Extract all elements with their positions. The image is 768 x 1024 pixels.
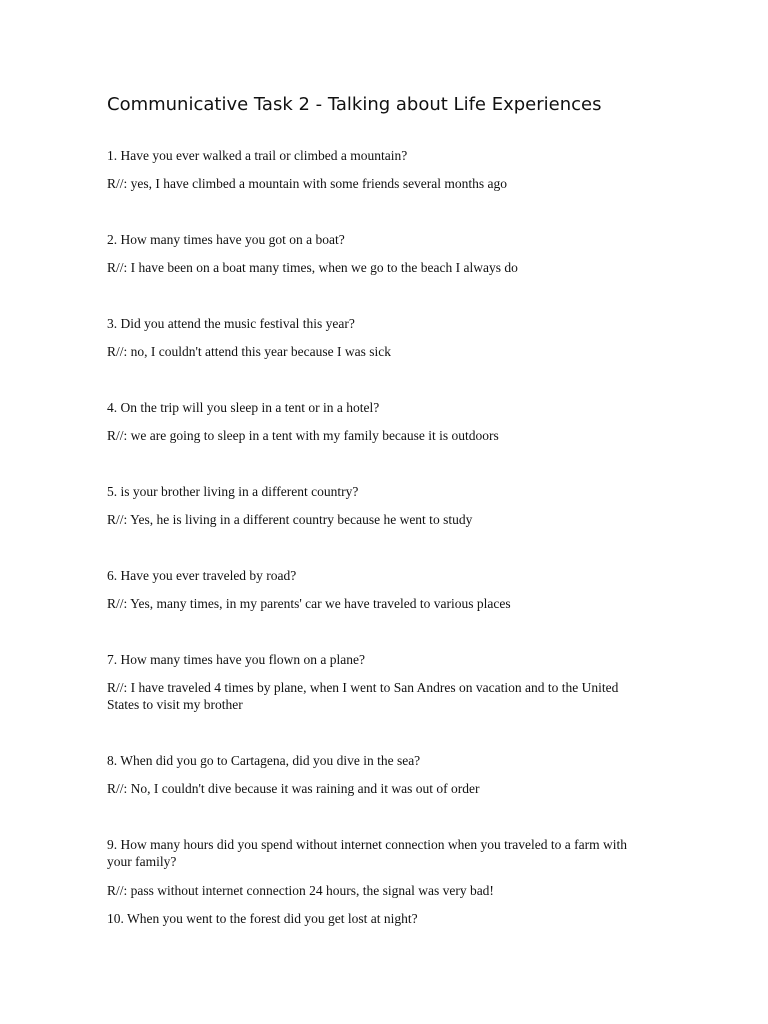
question-10: 10. When you went to the forest did you get lost at night? xyxy=(107,911,418,926)
question-4: 4. On the trip will you sleep in a tent or in a hotel? xyxy=(107,400,380,415)
answer-8: R//: No, I couldn't dive because it was raining and it was out of order xyxy=(107,781,480,796)
question-9: 9. How many hours did you spend without internet connection when you traveled to a farm with your family? xyxy=(107,837,628,869)
answer-9: R//: pass without internet connection 24 hours, the signal was very bad! xyxy=(107,883,494,898)
answer-3: R//: no, I couldn't attend this year because I was sick xyxy=(107,344,391,359)
answer-2: R//: I have been on a boat many times, when we go to the beach I always do xyxy=(107,260,518,275)
answer-1: R//: yes, I have climbed a mountain with some friends several months ago xyxy=(107,176,508,191)
question-7: 7. How many times have you flown on a plane? xyxy=(107,652,365,667)
question-5: 5. is your brother living in a different country? xyxy=(107,484,359,499)
answer-7: R//: I have traveled 4 times by plane, when I went to San Andres on vacation and to the United States to visit my brother xyxy=(107,680,619,712)
question-3: 3. Did you attend the music festival this year? xyxy=(107,316,355,331)
answer-4: R//: we are going to sleep in a tent with my family because it is outdoors xyxy=(107,428,499,443)
answer-6: R//: Yes, many times, in my parents' car we have traveled to various places xyxy=(107,596,511,611)
question-8: 8. When did you go to Cartagena, did you dive in the sea? xyxy=(107,753,421,768)
question-6: 6. Have you ever traveled by road? xyxy=(107,568,297,583)
question-2: 2. How many times have you got on a boat? xyxy=(107,232,345,247)
question-1: 1. Have you ever walked a trail or climbed a mountain? xyxy=(107,148,408,163)
answer-5: R//: Yes, he is living in a different country because he went to study xyxy=(107,512,473,527)
document-title: Communicative Task 2 - Talking about Life Experiences xyxy=(107,94,602,115)
